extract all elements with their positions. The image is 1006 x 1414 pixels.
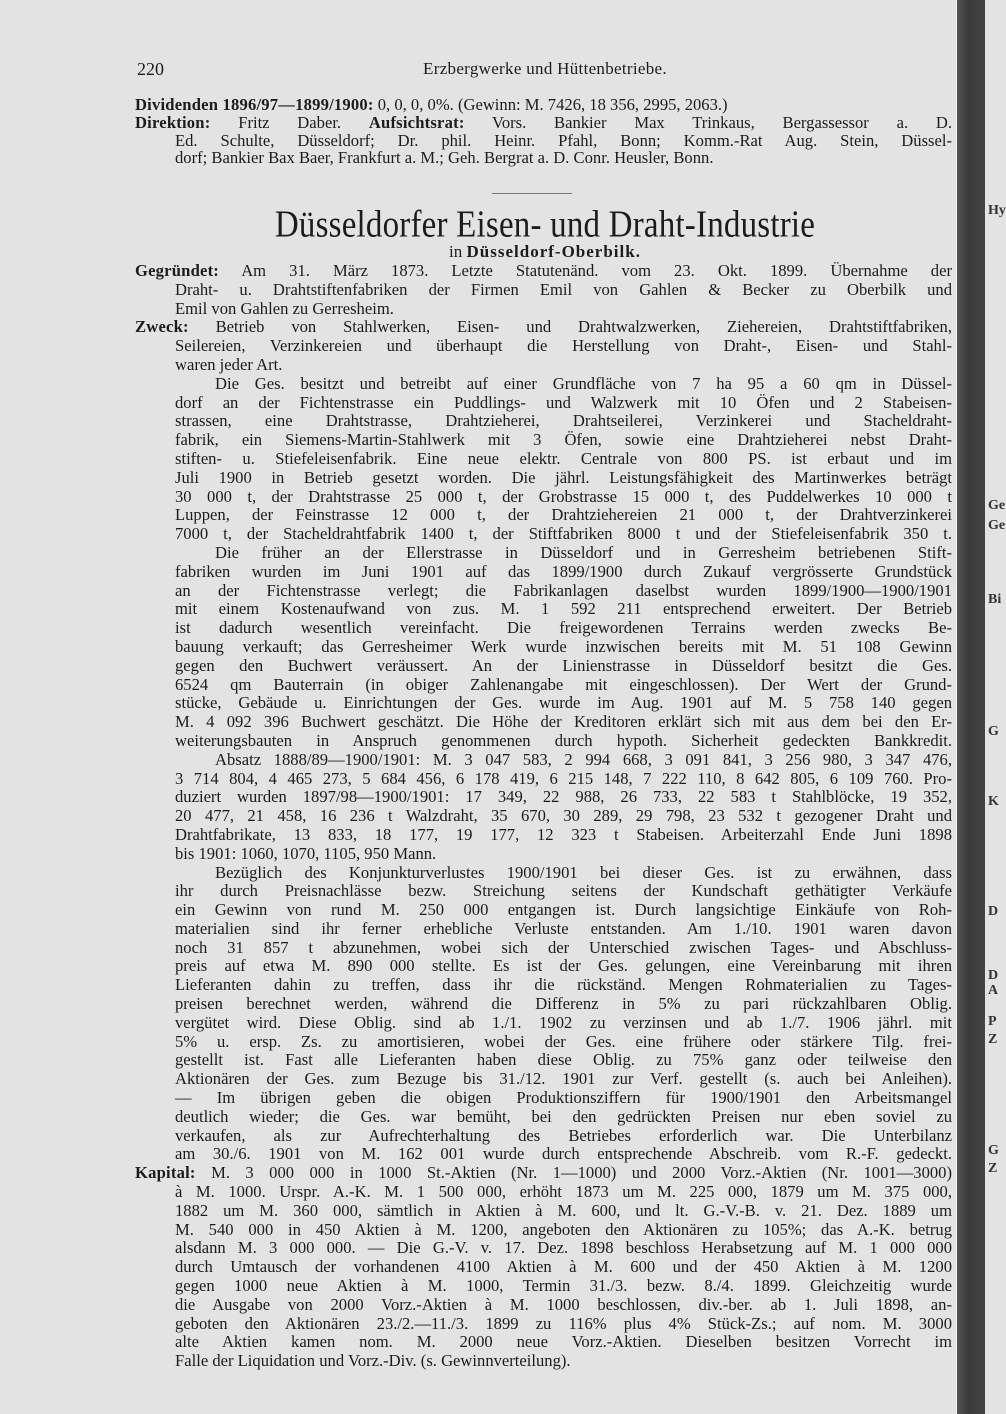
text-line: [135, 901, 952, 920]
line-text: [175, 882, 952, 901]
section-divider: [492, 193, 572, 194]
text-line: [135, 864, 952, 883]
text-line: [135, 281, 952, 300]
text-line: [135, 1033, 952, 1052]
field-text: alsdann M. 3 000 000. — Die G.-V. v. 17. Dez. 1898 beschloss Herabsetzung auf M. 1 000 000: [175, 1238, 952, 1258]
field-text: verkaufen, als zur Aufrechterhaltung des Betriebes erforderlich war. Die Unterbilanz: [175, 1125, 952, 1145]
field-text: gegen den Buchwert veräussert. An der Linienstrasse in Düsseldorf besitzt die Ges.: [175, 655, 952, 675]
field-text: deutlich wieder; die Ges. war bemüht, bei den gedrückten Preisen nur eben soviel zu: [175, 1106, 952, 1126]
field-label: Aufsichtsrat:: [368, 112, 465, 132]
field-text: 20 477, 21 458, 16 236 t Walzdraht, 35 670, 30 289, 29 798, 23 532 t gezogener Draht und: [175, 806, 952, 826]
line-text: [175, 976, 952, 995]
entry-location: [135, 242, 955, 262]
text-line: [135, 657, 952, 676]
line-text: [175, 676, 952, 695]
field-text: dorf an der Fichtenstrasse ein Puddlings- und Walzwerk mit 10 Öfen und 2 Stabeisen-: [175, 392, 952, 412]
margin-fragment: Hy: [988, 203, 1006, 218]
line-text: [135, 262, 952, 281]
line-text: [175, 1315, 952, 1334]
field-text: Fritz Daber.: [210, 112, 369, 132]
text-line: [135, 1127, 952, 1146]
field-text: weiterungsbauten in Anspruch genommenen durch hypoth. Sicherheit gedeckten Bankkredit.: [175, 730, 952, 750]
field-text: noch 31 857 t abzunehmen, wobei sich der Unterschied zwischen Tages- und Abschluss-: [175, 937, 952, 957]
line-text: [175, 582, 952, 601]
field-text: Vors. Bankier Max Trinkaus, Bergassessor a. D.: [464, 112, 952, 132]
entry-body: [135, 262, 952, 1371]
line-text: [175, 1221, 952, 1240]
field-text: Seilereien, Verzinkereien und überhaupt die Herstellung von Draht-, Eisen- und Stahl-: [175, 336, 952, 356]
line-text: [135, 1164, 952, 1183]
line-text: [175, 807, 952, 826]
text-line: [135, 1202, 952, 1221]
line-text: [175, 770, 952, 789]
field-text: stücke, Gebäude u. Einrichtungen der Ges. wurde im Aug. 1901 auf M. 5 758 140 gegen: [175, 693, 952, 713]
field-text: 6524 qm Bauterrain (in obiger Zahlenangabe mit eingeschlossen). Der Wert der Grund-: [175, 674, 952, 694]
text-line: [135, 149, 952, 167]
line-text: [175, 1051, 952, 1070]
text-line: [135, 469, 952, 488]
text-line: [135, 939, 952, 958]
field-text: am 30./6. 1901 von M. 162 001 wurde durch entsprechende Abschreib. vom R.-F. gedeckt.: [175, 1144, 952, 1164]
field-text: dorf; Bankier Bax Baer, Frankfurt a. M.; Geh. Bergrat a. D. Conr. Heusler, Bonn.: [175, 148, 714, 168]
line-text: [175, 431, 952, 450]
text-line: [135, 638, 952, 657]
book-gutter-shadow: [956, 0, 985, 1414]
margin-fragment: A: [988, 983, 999, 998]
field-text: alte Aktien kamen nom. M. 2000 neue Vorz.-Aktien. Dieselben besitzen Vorrecht im: [175, 1332, 952, 1352]
field-text: Luppen, der Feinstrasse 12 000 t, der Drahtziehereien 21 000 t, der Drahtverzinkerei: [175, 505, 952, 525]
field-text: Aktionären der Ges. zum Bezuge bis 31./12. 1901 zur Verf. gestellt (s. auch bei Anleihen).: [175, 1069, 952, 1089]
line-text: [175, 1033, 952, 1052]
line-text: [175, 525, 952, 544]
line-text: [175, 506, 952, 525]
field-text: 7000 t, der Stacheldrahtfabrik 1400 t, der Stiftfabriken 8000 t und der Stiefeleisenfabrik 350 t.: [175, 524, 952, 544]
text-line: [135, 1145, 952, 1164]
field-text: fabriken wurden im Juni 1901 auf das 1899/1900 durch Zukauf vergrösserte Grundstück: [175, 561, 952, 581]
field-text: 0, 0, 0, 0%. (Gewinn: M. 7426, 18 356, 2995, 2063.): [373, 95, 728, 114]
margin-fragment: Ge: [988, 498, 1006, 513]
text-line: [135, 525, 952, 544]
line-text: [175, 826, 952, 845]
text-line: [135, 694, 952, 713]
line-text: [175, 694, 952, 713]
text-line: [135, 713, 952, 732]
text-line: [135, 619, 952, 638]
text-line: [135, 300, 952, 319]
margin-fragment: D: [988, 904, 999, 919]
location-name: Düsseldorf-Oberbilk.: [466, 242, 641, 261]
text-line: [135, 882, 952, 901]
line-text: [175, 788, 952, 807]
line-text: [175, 638, 952, 657]
text-line: [135, 1051, 952, 1070]
text-line: [135, 412, 952, 431]
field-text: Drahtfabrikate, 13 833, 18 177, 19 177, 12 323 t Stabeisen. Arbeiterzahl Ende Juni 1898: [175, 824, 952, 844]
text-line: [135, 563, 952, 582]
margin-fragment: G: [988, 724, 999, 739]
text-line: [135, 1352, 952, 1371]
line-text: [175, 657, 952, 676]
field-text: Bezüglich des Konjunkturverlustes 1900/1901 bei dieser Ges. ist zu erwähnen, dass: [215, 862, 952, 882]
line-text: [175, 1014, 952, 1033]
text-line: [135, 1277, 952, 1296]
field-text: 3 714 804, 4 465 273, 5 684 456, 6 178 419, 6 215 148, 7 222 110, 8 642 805, 6 109 760. Pro-: [175, 768, 952, 788]
line-text: [175, 1183, 952, 1202]
text-line: [135, 826, 952, 845]
line-text: [135, 114, 952, 132]
field-text: waren jeder Art.: [175, 354, 283, 374]
field-text: mit einem Kostenaufwand von zus. M. 1 592 211 entsprechend erweitert. Der Betrieb: [175, 599, 952, 619]
field-text: ein Gewinn von rund M. 250 000 entgangen ist. Durch langsichtige Einkäufe von Roh-: [175, 900, 952, 920]
text-line: [135, 732, 952, 751]
line-text: [175, 732, 952, 751]
line-text: [175, 1352, 952, 1371]
line-text: [175, 1258, 952, 1277]
text-line: [135, 1239, 952, 1258]
line-text: [175, 488, 952, 507]
text-line: [135, 1258, 952, 1277]
field-label: Kapital:: [135, 1163, 196, 1183]
text-line: [135, 845, 952, 864]
field-text: durch Umtausch der vorhandenen 4100 Aktien à M. 600 und der 450 Aktien à M. 1200: [175, 1257, 952, 1277]
line-text: [175, 450, 952, 469]
margin-fragment: D: [988, 968, 999, 983]
text-line: [135, 394, 952, 413]
line-text: [175, 1333, 952, 1352]
line-text: [175, 920, 952, 939]
text-line: [135, 920, 952, 939]
field-text: gegen 1000 neue Aktien à M. 1000, Termin 31./3. bezw. 8./4. 1899. Gleichzeitig wurde: [175, 1276, 952, 1296]
text-line: [135, 1014, 952, 1033]
field-text: Falle der Liquidation und Vorz.-Div. (s. Gewinnverteilung).: [175, 1351, 571, 1371]
line-text: [215, 864, 952, 883]
field-text: geboten den Aktionären 23./2.—11./3. 1899 zu 116% plus 4% Stück-Zs.; auf nom. M. 3000: [175, 1313, 952, 1333]
line-text: [175, 337, 952, 356]
text-line: [135, 976, 952, 995]
text-line: [135, 1221, 952, 1240]
line-text: [175, 563, 952, 582]
line-text: [175, 1145, 952, 1164]
text-line: [135, 995, 952, 1014]
text-line: [135, 450, 952, 469]
field-label: Direktion:: [135, 112, 211, 132]
field-text: Betrieb von Stahlwerken, Eisen- und Drahtwalzwerken, Ziehereien, Drahtstiftfabriken,: [188, 317, 952, 337]
line-text: [175, 1070, 952, 1089]
field-text: Am 31. März 1873. Letzte Statutenänd. vom 23. Okt. 1899. Übernahme der: [219, 261, 952, 280]
field-text: Juli 1900 in Betrieb gesetzt worden. Die jährl. Leistungsfähigkeit des Martinwerkes beträgt: [175, 467, 952, 487]
text-line: [135, 431, 952, 450]
text-line: [135, 788, 952, 807]
line-text: [175, 957, 952, 976]
field-text: Ed. Schulte, Düsseldorf; Dr. phil. Heinr. Pfahl, Bonn; Komm.-Rat Aug. Stein, Düssel-: [175, 130, 952, 150]
field-text: Absatz 1888/89—1900/1901: M. 3 047 583, 2 994 668, 3 091 841, 3 256 980, 3 347 476,: [215, 749, 952, 769]
line-text: [175, 1239, 952, 1258]
margin-fragment: Z: [988, 1161, 998, 1176]
field-text: — Im übrigen geben die obigen Produktionsziffern für 1900/1901 den Arbeitsmangel: [175, 1088, 952, 1108]
text-line: [135, 96, 952, 114]
entry-title: Düsseldorfer Eisen- und Draht-Industrie: [274, 204, 816, 246]
text-line: [135, 1089, 952, 1108]
margin-fragment: Ge: [988, 518, 1006, 533]
margin-fragment: Bi: [988, 592, 1002, 607]
field-label: Gegründet:: [135, 261, 220, 280]
line-text: [175, 1296, 952, 1315]
text-line: [135, 488, 952, 507]
field-label: Dividenden 1896/97—1899/1900:: [135, 95, 374, 114]
text-line: [135, 1070, 952, 1089]
text-line: [135, 676, 952, 695]
line-text: [175, 1277, 952, 1296]
field-text: Die früher an der Ellerstrasse in Düsseldorf und in Gerresheim betriebenen Stift-: [215, 542, 952, 562]
field-text: M. 4 092 396 Buchwert geschätzt. Die Höhe der Kreditoren erklärt sich mit aus dem bei den Er-: [175, 712, 952, 732]
previous-entry: [135, 96, 952, 167]
text-line: [135, 132, 952, 150]
line-text: [215, 375, 952, 394]
field-text: Lieferanten dahin zu treffen, dass ihr die rückständ. Mengen Rohmaterialien zu Tages-: [175, 975, 952, 995]
line-text: [175, 901, 952, 920]
text-line: [135, 1296, 952, 1315]
line-text: [135, 318, 952, 337]
field-text: fabrik, ein Siemens-Martin-Stahlwerk mit 3 Öfen, sowie eine Drahtzieherei nebst Draht-: [175, 430, 952, 450]
line-text: [175, 619, 952, 638]
text-line: [135, 262, 952, 281]
line-text: [175, 1108, 952, 1127]
line-text: [175, 713, 952, 732]
margin-fragment: G: [988, 1143, 999, 1158]
text-line: [135, 375, 952, 394]
margin-fragment: K: [988, 794, 999, 809]
text-line: [135, 600, 952, 619]
line-text: [175, 281, 952, 300]
field-text: materialien sind ihr ferner erhebliche Verluste entstanden. Am 1./10. 1901 waren davon: [175, 918, 952, 938]
page-number: 220: [137, 59, 164, 79]
line-text: [175, 356, 952, 375]
field-text: ist dadurch wesentlich vereinfacht. Die freigewordenen Terrains werden zwecks Be-: [175, 618, 952, 638]
text-line: [135, 1315, 952, 1334]
field-text: bauung verkauft; das Gerresheimer Werk wurde inzwischen bereits mit M. 51 108 Gewinn: [175, 636, 952, 656]
line-text: [135, 96, 952, 114]
field-text: 30 000 t, der Drahtstrasse 25 000 t, der Grobstrasse 15 000 t, des Puddelwerkes 10 000 t: [175, 486, 952, 506]
field-text: Die Ges. besitzt und betreibt auf einer Grundfläche von 7 ha 95 a 60 qm in Düssel-: [215, 373, 952, 393]
text-line: [135, 318, 952, 337]
field-label: Zweck:: [135, 317, 189, 337]
text-line: [135, 582, 952, 601]
field-text: stiften- u. Stiefeleisenfabrik. Eine neue elektr. Centrale von 800 PS. ist erbaut und im: [175, 448, 952, 468]
field-text: vergütet wird. Diese Oblig. sind ab 1./1. 1902 zu verzinsen und ab 1./7. 1906 jährl. mit: [175, 1012, 952, 1032]
field-text: 5% u. ersp. Zs. zu amortisieren, wobei der Ges. eine frühere oder stärkere Tilg. frei-: [175, 1031, 952, 1051]
field-text: M. 3 000 000 in 1000 St.-Aktien (Nr. 1—1000) und 2000 Vorz.-Aktien (Nr. 1001—3000): [195, 1163, 952, 1183]
line-text: [175, 469, 952, 488]
text-line: [135, 770, 952, 789]
text-line: [135, 506, 952, 525]
text-line: [135, 957, 952, 976]
field-text: ihr durch Preisnachlässe bezw. Streichung seitens der Kundschaft gethätigter Verkäufe: [175, 881, 952, 901]
text-line: [135, 1164, 952, 1183]
line-text: [175, 412, 952, 431]
field-text: preisen berechnet werden, während die Differenz in 5% zu pari rückzahlbaren Oblig.: [175, 994, 952, 1014]
field-text: preis auf etwa M. 890 000 stellte. Es ist der Ges. gelungen, eine Vereinbarung mit ihren: [175, 956, 952, 976]
line-text: [175, 1127, 952, 1146]
line-text: [215, 544, 952, 563]
field-text: an der Fichtenstrasse verlegt; die Fabrikanlagen daselbst wurden 1899/1900—1900/1901: [175, 580, 952, 600]
field-text: Emil von Gahlen zu Gerresheim.: [175, 298, 394, 318]
line-text: [175, 939, 952, 958]
line-text: [175, 132, 952, 150]
field-text: à M. 1000. Urspr. A.-K. M. 1 500 000, erhöht 1873 um M. 225 000, 1879 um M. 375 000,: [175, 1182, 952, 1202]
running-title: Erzbergwerke und Hüttenbetriebe.: [423, 59, 667, 78]
text-line: [135, 544, 952, 563]
field-text: strassen, eine Drahtstrasse, Drahtzieherei, Drahtseilerei, Verzinkerei und Stacheldraht-: [175, 411, 952, 431]
line-text: [175, 394, 952, 413]
text-line: [135, 1333, 952, 1352]
text-line: [135, 1108, 952, 1127]
line-text: [175, 600, 952, 619]
text-line: [135, 337, 952, 356]
text-line: [135, 1183, 952, 1202]
field-text: duziert wurden 1897/98—1900/1901: 17 349, 22 988, 26 733, 22 583 t Stahlblöcke, 19 352,: [175, 787, 952, 807]
text-line: [135, 807, 952, 826]
text-line: [135, 356, 952, 375]
field-text: gestellt ist. Fast alle Lieferanten haben diese Oblig. zu 75% ganz oder teilweise den: [175, 1050, 952, 1070]
line-text: [215, 751, 952, 770]
line-text: [175, 300, 952, 319]
line-text: [175, 149, 952, 167]
line-text: [175, 1089, 952, 1108]
text-line: [135, 114, 952, 132]
field-text: 1882 um M. 360 000, sämtlich in Aktien à M. 600, und lt. G.-V.-B. v. 21. Dez. 1889 um: [175, 1200, 952, 1220]
location-prefix: in: [449, 242, 463, 261]
field-text: M. 540 000 in 450 Aktien à M. 1200, angeboten den Aktionären zu 105%; das A.-K. betrug: [175, 1219, 952, 1239]
field-text: die Ausgabe von 2000 Vorz.-Aktien à M. 1000 beschlossen, div.-ber. ab 1. Juli 1898, an-: [175, 1294, 952, 1314]
text-line: [135, 751, 952, 770]
line-text: [175, 1202, 952, 1221]
line-text: [175, 995, 952, 1014]
field-text: Draht- u. Drahtstiftenfabriken der Firmen Emil von Gahlen & Becker zu Oberbilk und: [175, 279, 952, 299]
margin-fragment: P: [988, 1014, 997, 1029]
field-text: bis 1901: 1060, 1070, 1105, 950 Mann.: [175, 843, 437, 863]
margin-fragment: Z: [988, 1032, 998, 1047]
line-text: [175, 845, 952, 864]
